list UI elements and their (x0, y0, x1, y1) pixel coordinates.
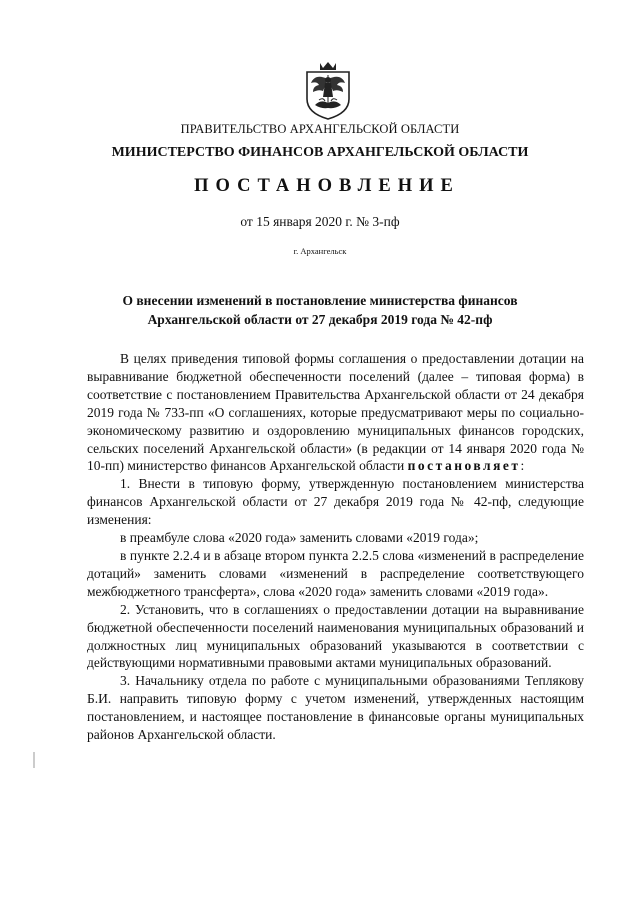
document-date-number: от 15 января 2020 г. № 3-пф (240, 214, 400, 229)
document-type: ПОСТАНОВЛЕНИЕ (194, 176, 460, 196)
document-body (87, 350, 584, 744)
document-title-line: Архангельской области от 27 декабря 2019 года № 42-пф (147, 312, 493, 327)
item-1a-paragraph: в преамбуле слова «2020 года» заменить словами «2019 года»; (120, 530, 479, 546)
coat-of-arms-icon (301, 59, 355, 121)
item-3-paragraph: 3. Начальнику отдела по работе с муниципальными образованиями Теплякову Б.И. направить типовую форму с учетом изменений, утвержденных настоящим постановлением, и настоящее постановление в финансовые органы муниципальных районов Архангельской области. (87, 673, 584, 743)
scan-margin-mark (33, 752, 35, 768)
document-title (0, 291, 640, 329)
item-2-paragraph: 2. Установить, что в соглашениях о предоставлении дотации на выравнивание бюджетной обеспеченности поселений наименования муниципальных образований и должностных лиц муниципальных образований указываются в соответствии с действующими нормативными правовыми актами муниципальных образований. (87, 601, 584, 671)
item-1-paragraph: 1. Внести в типовую форму, утвержденную постановлением министерства финансов Архангельской области от 27 декабря 2019 года № 42-пф, следующие изменения: (87, 476, 584, 528)
decree-colon: : (520, 458, 525, 474)
decree-word: постановляет (407, 458, 521, 474)
government-name: ПРАВИТЕЛЬСТВО АРХАНГЕЛЬСКОЙ ОБЛАСТИ (180, 122, 460, 136)
preamble-paragraph (87, 350, 584, 475)
ministry-name: МИНИСТЕРСТВО ФИНАНСОВ АРХАНГЕЛЬСКОЙ ОБЛАСТИ (111, 145, 529, 160)
document-city: г. Архангельск (293, 246, 347, 256)
preamble-text: В целях приведения типовой формы соглашения о предоставлении дотации на выравнивание бюджетной обеспеченности поселений (далее – типовая форма) в соответствие с постановлением Правительства Архангельской области от 24 декабря 2019 года № 733-пп «О соглашениях, которые предусматривают меры по социально-экономическому развитию и оздоровлению муниципальных финансов городских, сельских поселений Архангельской области» (в редакции от 14 января 2020 года № 10-пп) министерство финансов Архангельской области (87, 351, 584, 474)
document-title-line: О внесении изменений в постановление министерства финансов (122, 293, 518, 308)
item-1b-paragraph: в пункте 2.2.4 и в абзаце втором пункта 2.2.5 слова «изменений в распределение дотаций» заменить словами «изменений в распределение соответствующего межбюджетного трансферта», слова «2020 года» заменить словами «2019 года». (87, 547, 584, 599)
